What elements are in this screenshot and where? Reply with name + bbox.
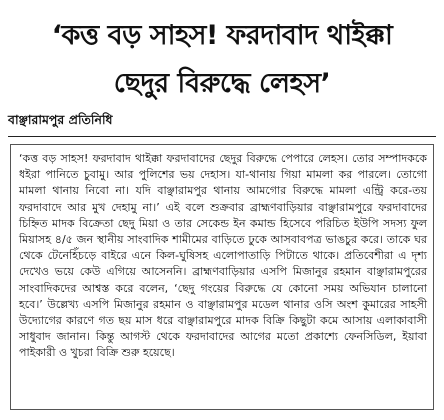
byline-divider (8, 136, 436, 137)
headline-line-1: ‘কত্ত বড় সাহস! ফরদাবাদ থাইক্কা (51, 20, 393, 51)
article-body-text: ‘কত্ত বড় সাহস! ফরদাবাদ থাইক্কা ফরদাবাদের ছেদুর বিরুদ্ধে পেপারে লেহস। তোর সম্পাদককে ধইরা পানিতে চুবামু। আর পুলিশের ভয় দেহাস। যা-থানায় গিয়া মামলা কর পারলে। তোগো মামলা থানায় নিবো না। যদি বাঞ্ছারামপুর থানায় আমগোর বিরুদ্ধে মামলা এন্ট্রি করে-তয় ফরদাবাদে আর মুখ দেহামু না।’ এই বলে শুক্রবার ব্রাহ্মণবাড়িয়ার বাঞ্ছারামপুরে ফরদাবাদের চিহ্নিত মাদক বিক্রেতা ছেদু মিয়া ও তার সেকেন্ড ইন কমান্ড হিসেবে পরিচিত ইউপি সদস্য ফুল মিয়াসহ ৪/৫ জন স্থানীয় সাংবাদিক শামীমের বাড়িতে ঢুকে আসবাবপত্র ভাঙচুর করে। তাকে ঘর থেকে টেনেহিঁচড়ে বাইরে এনে কিল-ঘুষিসহ এলোপাতাড়ি পিটাতে থাকে। প্রতিবেশীরা এ দৃশ্য দেখেও ভয়ে কেউ এগিয়ে আসেননি। ব্রাহ্মণবাড়িয়ার এসপি মিজানুর রহমান বাঞ্ছারামপুরের সাংবাদিকদের আশ্বস্ত করে বলেন, ‘ছেদু গংয়ের বিরুদ্ধে যে কোনো সময় অভিযান চালানো হবে।’ উল্লেখ্য এসপি মিজানুর রহমান ও বাঞ্ছারামপুর মডেল থানার ওসি অংশ কুমারের সাহসী উদ্যোগের কারণে গত ছয় মাস ধরে বাঞ্ছারামপুরে মাদক বিক্রি কিছুটা কমে আসায় এলাকাবাসী সাধুবাদ জানান। কিন্তু আগস্ট থেকে ফরদাবাদের আগের মতো প্রকাশ্যে ফেনসিডিল, ইয়াবা পাইকারী ও খুচরা বিক্রি শুরু হয়েছে। (19, 152, 427, 360)
headline (6, 12, 438, 108)
article-body-box (10, 144, 434, 410)
byline: বাঞ্ছারামপুর প্রতিনিধি (8, 112, 113, 127)
headline-line-2: ছেদুর বিরুদ্ধে লেহস’ (113, 68, 331, 99)
